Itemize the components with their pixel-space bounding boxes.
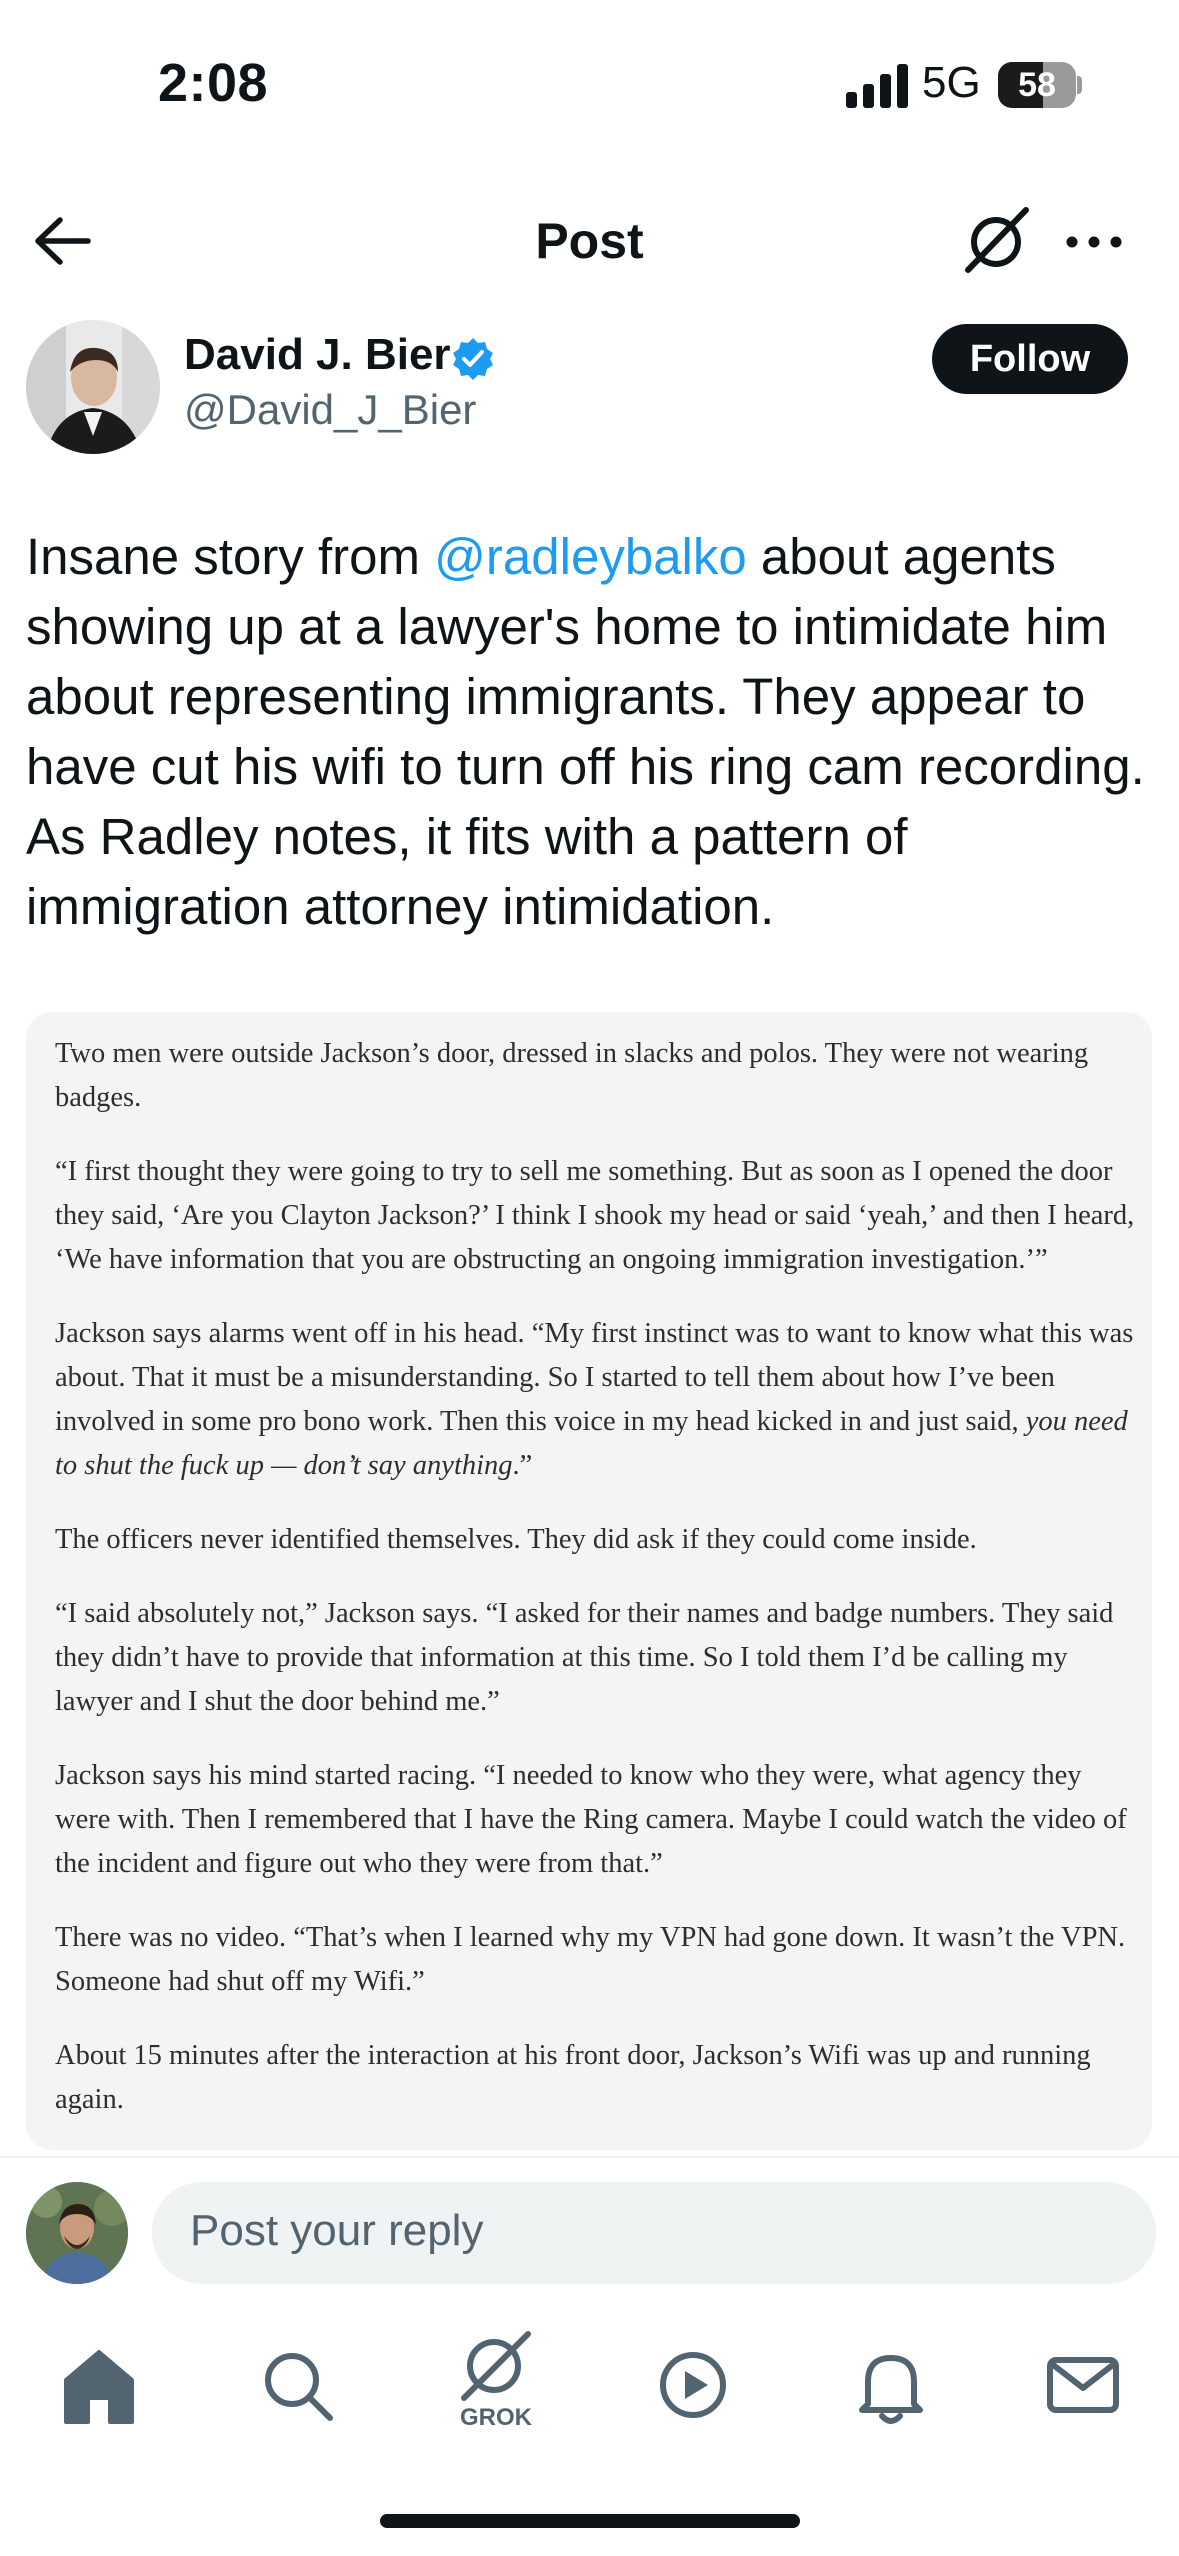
- article-paragraph: The officers never identified themselves. They did ask if they could come inside.: [55, 1524, 977, 1555]
- battery-level: 58: [1018, 66, 1056, 104]
- tweet-text-start: Insane story from: [26, 528, 435, 585]
- article-italic-quote: you need to shut the fuck up — don’t say anything: [55, 1406, 1128, 1481]
- article-paragraph: About 15 minutes after the interaction at his front door, Jackson’s Wifi was up and running again.: [55, 2040, 1091, 2115]
- attached-article-image[interactable]: [26, 1012, 1152, 2150]
- mention-link[interactable]: @radleybalko: [434, 528, 747, 585]
- search-icon[interactable]: [252, 2340, 342, 2430]
- current-user-avatar-image: [26, 2182, 128, 2284]
- author-handle[interactable]: @David_J_Bier: [184, 386, 477, 433]
- article-paragraph: “I first thought they were going to try to sell me something. But as soon as I opened the door they said, ‘Are you Clayton Jackson?’ I think I shook my head or said ‘yeah,’ and then I heard, ‘We have information that you are obstructing an ongoing immigration investigation.’”: [55, 1156, 1135, 1275]
- grok-icon[interactable]: [962, 204, 1034, 276]
- current-user-avatar[interactable]: [26, 2182, 128, 2284]
- bell-icon[interactable]: [846, 2340, 936, 2430]
- author-avatar-image: [26, 320, 160, 454]
- status-time: 2:08: [158, 53, 269, 113]
- article-paragraph: Jackson says alarms went off in his head. “My first instinct was to want to know what this was about. That it must be a misunderstanding. So I started to tell them about how I’ve been involved in some pro bono work. Then this voice in my head kicked in and just said, you need to shut the fuck up — don’t say anything.”: [55, 1318, 1134, 1481]
- battery-indicator: [998, 62, 1082, 108]
- tweet-text-rest: about agents showing up at a lawyer's home to intimidate him about representing immigrants. They appear to have cut his wifi to turn off his ring cam recording. As Radley notes, it fits with a pattern of immigration attorney intimidation.: [26, 528, 1145, 935]
- verified-badge-icon: [450, 336, 496, 382]
- divider: [0, 2156, 1179, 2158]
- author-name[interactable]: David J. Bier: [184, 330, 451, 379]
- author-avatar[interactable]: [26, 320, 160, 454]
- cellular-signal-icon: [846, 62, 910, 108]
- home-icon[interactable]: [54, 2340, 144, 2430]
- network-type: 5G: [922, 58, 981, 107]
- home-indicator: [380, 2514, 800, 2528]
- article-paragraph: There was no video. “That’s when I learned why my VPN had gone down. It wasn’t the VPN. Someone had shut off my Wifi.”: [55, 1922, 1126, 1997]
- article-paragraph: “I said absolutely not,” Jackson says. “I asked for their names and badge numbers. They said they didn’t have to provide that information at this time. So I told them I’d be calling my lawyer and I shut the door behind me.”: [55, 1598, 1114, 1717]
- play-icon[interactable]: [648, 2340, 738, 2430]
- article-paragraph: Jackson says his mind started racing. “I needed to know who they were, what agency they were with. Then I remembered that I have the Ring camera. Maybe I could watch the video of the incident and figure out who they were from that.”: [55, 1760, 1127, 1879]
- article-paragraph: Two men were outside Jackson’s door, dressed in slacks and polos. They were not wearing badges.: [55, 1038, 1089, 1113]
- tweet-text: [26, 522, 1156, 942]
- page-title: Post: [535, 213, 644, 269]
- grok-tab-label: GROK: [460, 2404, 532, 2431]
- follow-button[interactable]: Follow: [932, 324, 1128, 394]
- mail-icon[interactable]: [1038, 2340, 1128, 2430]
- reply-placeholder: Post your reply: [190, 2206, 484, 2255]
- more-icon[interactable]: [1062, 214, 1126, 270]
